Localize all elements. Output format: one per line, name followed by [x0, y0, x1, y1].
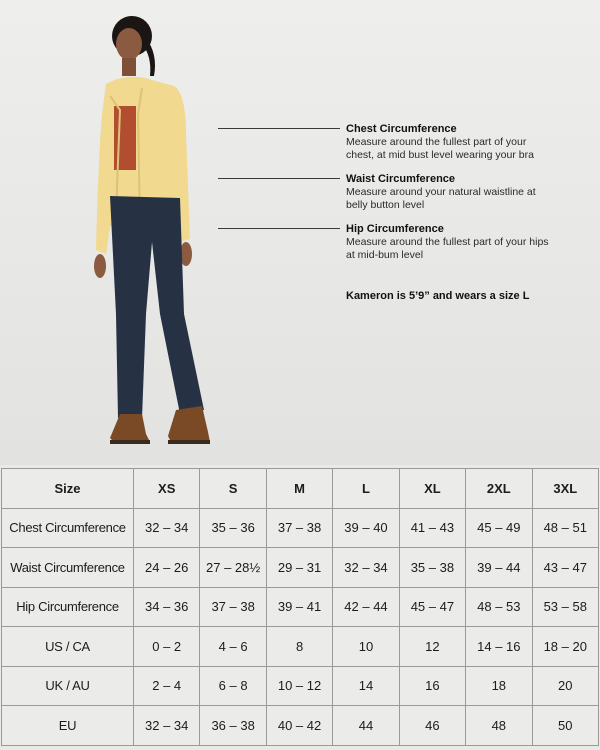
- hip-desc-2: at mid-bum level: [346, 249, 424, 261]
- header-s: S: [200, 469, 266, 509]
- table-cell: 48 – 51: [532, 508, 598, 548]
- hip-note: [346, 223, 576, 262]
- waist-desc-1: Measure around your natural waistline at: [346, 186, 536, 198]
- table-cell: 41 – 43: [399, 508, 465, 548]
- table-cell: 46: [399, 706, 465, 746]
- table-row: [2, 706, 599, 746]
- table-cell: 39 – 40: [333, 508, 399, 548]
- table-cell: 40 – 42: [266, 706, 332, 746]
- header-size: Size: [2, 469, 134, 509]
- table-cell: 35 – 38: [399, 548, 465, 588]
- row-label: Chest Circumference: [2, 508, 134, 548]
- table-cell: 34 – 36: [134, 587, 200, 627]
- waist-desc-2: belly button level: [346, 199, 425, 211]
- table-cell: 4 – 6: [200, 627, 266, 667]
- table-row: [2, 627, 599, 667]
- hip-callout-line: [218, 228, 340, 229]
- chest-title: Chest Circumference: [346, 123, 457, 135]
- table-cell: 50: [532, 706, 598, 746]
- table-cell: 12: [399, 627, 465, 667]
- table-cell: 20: [532, 666, 598, 706]
- table-cell: 35 – 36: [200, 508, 266, 548]
- header-l: L: [333, 469, 399, 509]
- chest-callout-line: [218, 128, 340, 129]
- table-cell: 45 – 47: [399, 587, 465, 627]
- table-cell: 32 – 34: [134, 508, 200, 548]
- table-cell: 10 – 12: [266, 666, 332, 706]
- table-cell: 44: [333, 706, 399, 746]
- table-row: [2, 666, 599, 706]
- table-header-row: [2, 469, 599, 509]
- table-cell: 16: [399, 666, 465, 706]
- row-label: Hip Circumference: [2, 587, 134, 627]
- table-cell: 8: [266, 627, 332, 667]
- table-row: [2, 508, 599, 548]
- row-label: US / CA: [2, 627, 134, 667]
- table-cell: 36 – 38: [200, 706, 266, 746]
- table-cell: 37 – 38: [266, 508, 332, 548]
- table-cell: 39 – 44: [466, 548, 532, 588]
- table-cell: 42 – 44: [333, 587, 399, 627]
- table-cell: 24 – 26: [134, 548, 200, 588]
- table-cell: 0 – 2: [134, 627, 200, 667]
- table-cell: 6 – 8: [200, 666, 266, 706]
- table-cell: 43 – 47: [532, 548, 598, 588]
- table-cell: 29 – 31: [266, 548, 332, 588]
- table-cell: 53 – 58: [532, 587, 598, 627]
- table-cell: 48: [466, 706, 532, 746]
- table-cell: 32 – 34: [333, 548, 399, 588]
- hip-title: Hip Circumference: [346, 223, 444, 235]
- waist-callout-line: [218, 178, 340, 179]
- model-figure: [80, 14, 230, 454]
- header-3xl: 3XL: [532, 469, 598, 509]
- table-cell: 14 – 16: [466, 627, 532, 667]
- waist-title: Waist Circumference: [346, 173, 456, 185]
- table-cell: 18: [466, 666, 532, 706]
- table-cell: 48 – 53: [466, 587, 532, 627]
- hip-desc-1: Measure around the fullest part of your hips: [346, 236, 549, 248]
- size-chart-table: [1, 468, 599, 746]
- header-2xl: 2XL: [466, 469, 532, 509]
- chest-note: [346, 123, 576, 162]
- table-cell: 18 – 20: [532, 627, 598, 667]
- table-cell: 2 – 4: [134, 666, 200, 706]
- table-cell: 14: [333, 666, 399, 706]
- row-label: Waist Circumference: [2, 548, 134, 588]
- table-row: [2, 587, 599, 627]
- table-cell: 39 – 41: [266, 587, 332, 627]
- table-cell: 45 – 49: [466, 508, 532, 548]
- table-cell: 27 – 28½: [200, 548, 266, 588]
- row-label: UK / AU: [2, 666, 134, 706]
- table-row: [2, 548, 599, 588]
- waist-note: [346, 173, 576, 212]
- header-xl: XL: [399, 469, 465, 509]
- row-label: EU: [2, 706, 134, 746]
- header-m: M: [266, 469, 332, 509]
- chest-desc-1: Measure around the fullest part of your: [346, 136, 527, 148]
- chest-desc-2: chest, at mid bust level wearing your bra: [346, 149, 534, 161]
- table-cell: 37 – 38: [200, 587, 266, 627]
- table-cell: 10: [333, 627, 399, 667]
- header-xs: XS: [134, 469, 200, 509]
- model-size-note: Kameron is 5’9” and wears a size L: [346, 290, 530, 302]
- table-cell: 32 – 34: [134, 706, 200, 746]
